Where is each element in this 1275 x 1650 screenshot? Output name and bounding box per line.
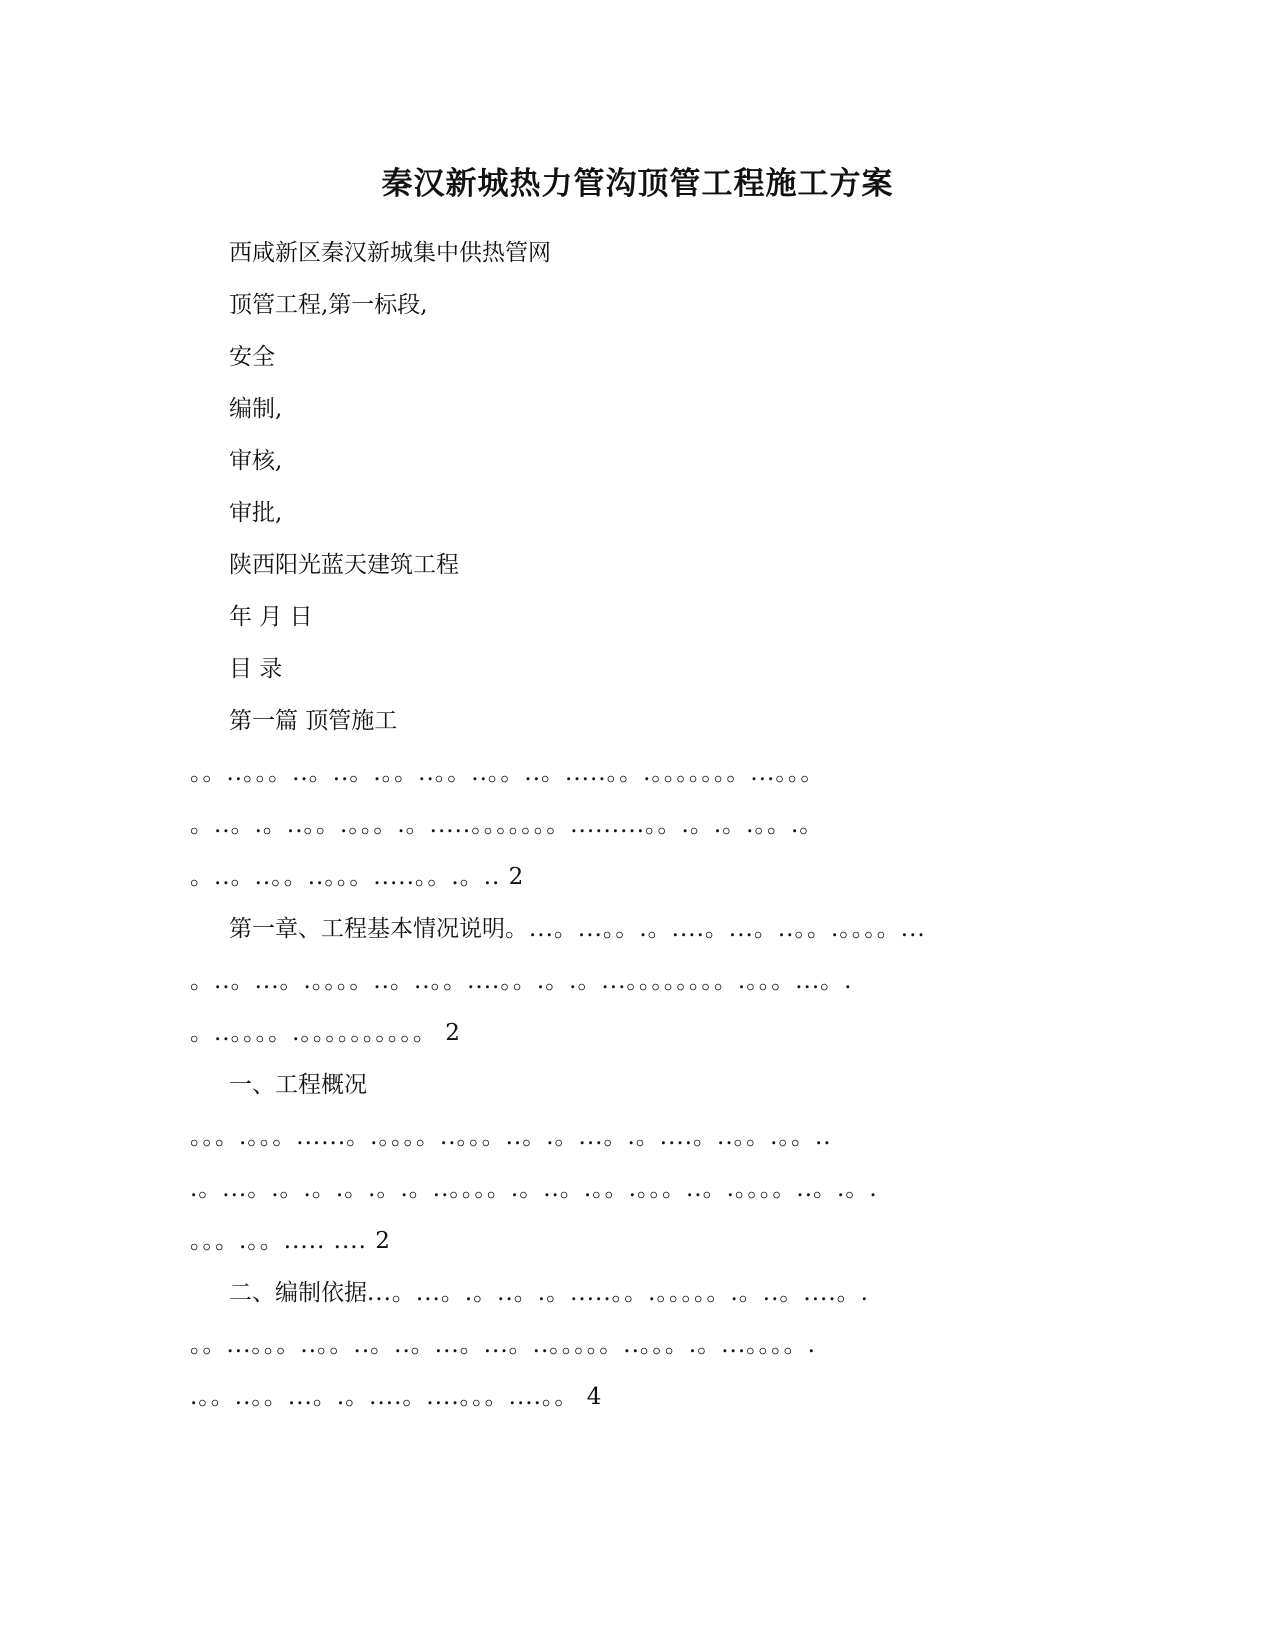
toc-entry-part-one: 第一篇 顶管施工 bbox=[229, 708, 398, 734]
toc-entry-label: 第一章、工程基本情况说明 bbox=[229, 916, 505, 942]
toc-leader-line: 。。。.。。..... .... 2 bbox=[190, 1228, 391, 1254]
toc-leader-line: 。..。.。..。。.。。。.。.....。。。。。。。.........。。.。.。.。。.。 bbox=[190, 812, 824, 838]
document-title: 秦汉新城热力管沟顶管工程施工方案 bbox=[381, 166, 894, 202]
toc-leader-line: 。..。。。。.。。。。。。。。。。 2 bbox=[190, 1020, 461, 1046]
cover-line-safety: 安全 bbox=[229, 344, 275, 370]
cover-line-date: 年 月 日 bbox=[229, 604, 313, 630]
toc-leader-line: 。..。...。.。。。。..。..。。....。。.。.。...。。。。。。。。.。。。...。. bbox=[190, 968, 853, 994]
toc-entry-label: 二、编制依据 bbox=[229, 1280, 367, 1306]
toc-entry-overview: 一、工程概况 bbox=[229, 1072, 367, 1098]
toc-leader-tail: ...。...。.。..。.。.....。。.。。。。。.。..。....。. bbox=[367, 1280, 869, 1306]
toc-leader-line: .。。..。。...。.。....。....。。。....。。 4 bbox=[190, 1384, 603, 1410]
toc-entry-basis bbox=[229, 1278, 869, 1308]
cover-line-project: 西咸新区秦汉新城集中供热管网 bbox=[229, 240, 551, 266]
cover-line-section: 顶管工程,第一标段, bbox=[229, 292, 428, 318]
cover-line-compiled: 编制, bbox=[229, 396, 283, 422]
toc-leader-line: 。。..。。。..。..。.。。..。。..。。..。.....。。.。。。。。。。...。。。 bbox=[190, 760, 825, 786]
cover-line-approved: 审批, bbox=[229, 500, 283, 526]
toc-leader-tail: 。...。...。。.。....。...。..。。.。。。。... bbox=[505, 916, 926, 942]
toc-heading: 目 录 bbox=[229, 656, 283, 682]
cover-line-company: 陕西阳光蓝天建筑工程 bbox=[229, 552, 459, 578]
toc-leader-line: .。...。.。.。.。.。.。..。。。。.。..。.。。.。。。..。.。。。。..。.。. bbox=[190, 1176, 878, 1202]
toc-leader-line: 。。。.。。。......。.。。。。..。。。..。.。...。.。....。..。。.。。.. bbox=[190, 1124, 832, 1150]
cover-line-reviewed: 审核, bbox=[229, 448, 283, 474]
toc-entry-chapter-one bbox=[229, 914, 926, 944]
toc-leader-line: 。..。..。。..。。。.....。。.。.. 2 bbox=[190, 864, 525, 890]
toc-leader-line: 。。...。。。..。。..。..。...。...。..。。。。。..。。。.。...。。。。. bbox=[190, 1332, 816, 1358]
